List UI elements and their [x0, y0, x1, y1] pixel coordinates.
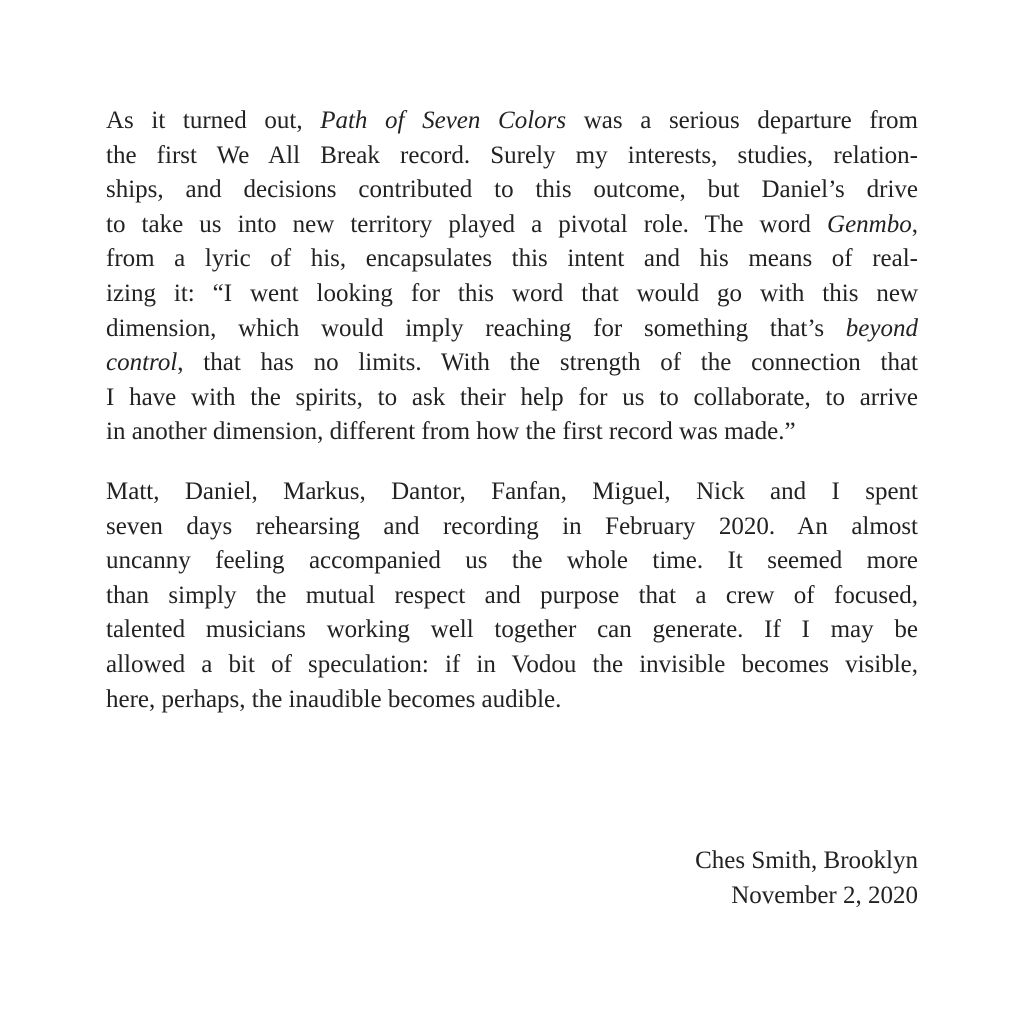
text-run: I have with the spirits, to ask their help for us to collaborate, to arrive: [106, 383, 918, 411]
text-line: [106, 415, 918, 450]
document-page: [106, 104, 918, 717]
text-line: [106, 312, 918, 347]
text-run: uncanny feeling accompanied us the whole time. It seemed more: [106, 547, 918, 575]
text-line: [106, 510, 918, 545]
italic-text: beyond: [845, 314, 918, 342]
text-run: was a serious departure from: [566, 107, 918, 134]
text-line: [106, 104, 918, 139]
text-line: [106, 173, 918, 208]
paragraph-1: [106, 104, 918, 450]
text-run: allowed a bit of speculation: if in Vodou the invisible becomes visible,: [106, 650, 918, 678]
text-run: As it turned out,: [106, 107, 321, 134]
text-run: ships, and decisions contributed to this outcome, but Daniel’s drive: [106, 176, 918, 204]
text-run: from a lyric of his, encapsulates this intent and his means of real-: [106, 245, 918, 273]
text-line: [106, 139, 918, 174]
text-run: Matt, Daniel, Markus, Dantor, Fanfan, Miguel, Nick and I spent: [106, 477, 918, 505]
text-line: [106, 346, 918, 381]
text-line: [106, 579, 918, 614]
text-run: dimension, which would imply reaching for something that’s: [106, 314, 846, 342]
text-line: [106, 277, 918, 312]
text-run: izing it: “I went looking for this word that would go with this new: [106, 279, 918, 307]
text-run: ,: [911, 210, 918, 238]
italic-text: Genmbo: [827, 210, 912, 238]
text-run: than simply the mutual respect and purpose that a crew of focused,: [106, 581, 918, 609]
text-run: talented musicians working well together can generate. If I may be: [106, 616, 918, 644]
paragraph-2: [106, 475, 918, 717]
italic-text: Path of Seven Colors: [320, 107, 567, 134]
signature-date: November 2, 2020: [731, 881, 918, 909]
text-run: here, perhaps, the inaudible becomes audible.: [106, 685, 562, 713]
text-line: [106, 475, 918, 510]
text-line: [106, 381, 918, 416]
text-line: [106, 648, 918, 683]
text-run: the first We All Break record. Surely my interests, studies, relation-: [106, 141, 918, 169]
text-run: to take us into new territory played a pivotal role. The word: [106, 210, 828, 238]
text-run: in another dimension, different from how the first record was made.”: [106, 418, 796, 446]
italic-text: control: [106, 349, 178, 377]
text-run: , that has no limits. With the strength of the connection that: [177, 349, 918, 377]
text-line: [106, 683, 918, 718]
text-line: [106, 613, 918, 648]
text-run: seven days rehearsing and recording in February 2020. An almost: [106, 512, 918, 540]
text-line: [106, 544, 918, 579]
text-line: [106, 242, 918, 277]
text-line: [106, 208, 918, 243]
author-location: Ches Smith, Brooklyn: [695, 847, 918, 874]
signature-block: [695, 844, 918, 913]
